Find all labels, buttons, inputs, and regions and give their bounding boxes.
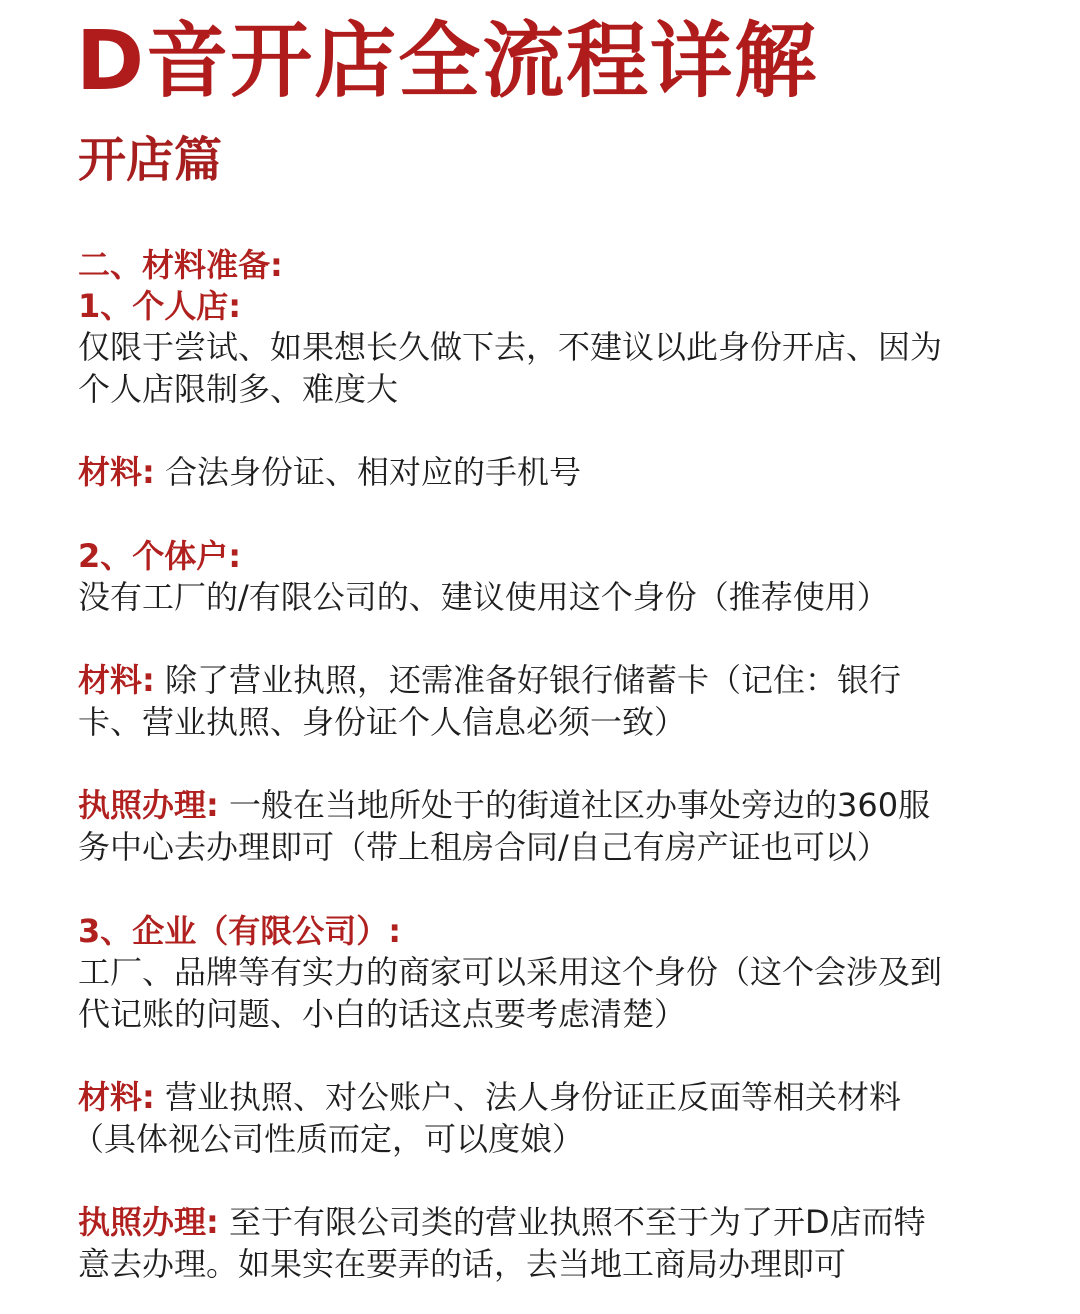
company-license-label: 执照办理:: [78, 1203, 219, 1241]
personal-store-heading: 1、个人店:: [78, 287, 242, 325]
page-subtitle: 开店篇: [78, 132, 223, 188]
company-license-line1: [78, 1201, 926, 1243]
personal-materials-text: 合法身份证、相对应的手机号: [164, 453, 581, 491]
individual-license-text1: 一般在当地所处于的街道社区办事处旁边的360服: [228, 786, 931, 824]
individual-materials-line2: 卡、营业执照、身份证个人信息必须一致）: [78, 703, 687, 741]
personal-store-desc-line1: 仅限于尝试、如果想长久做下去，不建议以此身份开店、因为: [78, 328, 943, 366]
company-license-line2: 意去办理。如果实在要弄的话，去当地工商局办理即可: [78, 1245, 847, 1283]
individual-license-label: 执照办理:: [78, 786, 219, 824]
company-materials-line2: （具体视公司性质而定，可以度娘）: [72, 1120, 585, 1158]
company-desc-line2: 代记账的问题、小白的话这点要考虑清楚）: [78, 995, 687, 1033]
individual-materials-line1: [78, 659, 901, 701]
company-materials-label: 材料:: [78, 1078, 155, 1116]
individual-license-line2: 务中心去办理即可（带上租房合同/自己有房产证也可以）: [78, 828, 889, 866]
personal-materials: [78, 451, 581, 493]
individual-business-heading: 2、个体户:: [78, 537, 242, 575]
individual-license-line1: [78, 784, 930, 826]
company-desc-line1: 工厂、品牌等有实力的商家可以采用这个身份（这个会涉及到: [78, 953, 943, 991]
company-license-text1: 至于有限公司类的营业执照不至于为了开D店而特: [228, 1203, 926, 1241]
personal-materials-label: 材料:: [78, 453, 155, 491]
page-title: D音开店全流程详解: [76, 14, 819, 109]
company-materials-text1: 营业执照、对公账户、法人身份证正反面等相关材料: [164, 1078, 901, 1116]
individual-materials-label: 材料:: [78, 661, 155, 699]
company-heading: 3、企业（有限公司）:: [78, 912, 402, 950]
company-materials-line1: [78, 1076, 901, 1118]
section-heading: 二、材料准备:: [78, 246, 283, 284]
personal-store-desc-line2: 个人店限制多、难度大: [78, 370, 399, 408]
individual-business-desc: 没有工厂的/有限公司的、建议使用这个身份（推荐使用）: [78, 578, 889, 616]
individual-materials-text1: 除了营业执照，还需准备好银行储蓄卡（记住：银行: [164, 661, 901, 699]
